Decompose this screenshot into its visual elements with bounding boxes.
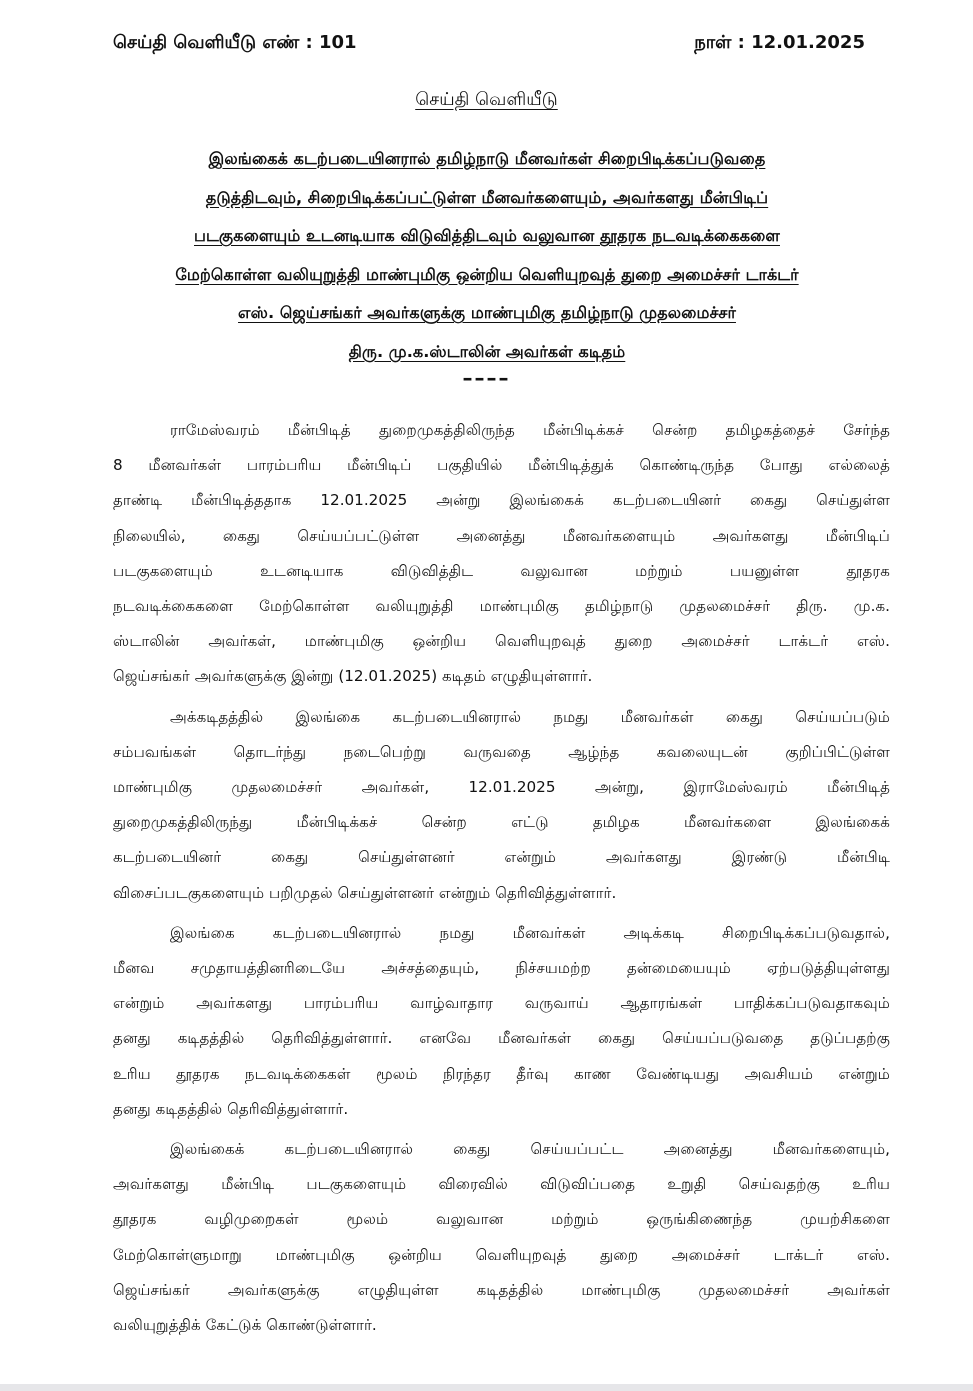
- paragraph-line: விசைப்படகுகளையும் பறிமுதல் செய்துள்ளனர் என்றும் தெரிவித்துள்ளார்.: [113, 883, 617, 902]
- paragraph-line: ஸ்டாலின் அவர்கள், மாண்புமிகு ஒன்றிய வெளியுறவுத் துறை அமைச்சர் டாக்டர் எஸ்.: [113, 632, 890, 651]
- paragraph-line: நடவடிக்கைகளை மேற்கொள்ள வலியுறுத்தி மாண்புமிகு தமிழ்நாடு முதலமைச்சர் திரு. மு.க.: [113, 597, 890, 616]
- release-number: செய்தி வெளியீடு எண் : 101: [113, 31, 357, 53]
- subject-line-text: தடுத்திடவும், சிறைபிடிக்கப்பட்டுள்ள மீனவர்களையும், அவர்களது மீன்பிடிப்: [205, 187, 769, 207]
- subject-line-text: இலங்கைக் கடற்படையினரால் தமிழ்நாடு மீனவர்கள் சிறைபிடிக்கப்படுவதை: [208, 149, 766, 168]
- paragraph-2: [113, 700, 890, 911]
- paragraph-line: தாண்டி மீன்பிடித்ததாக 12.01.2025 அன்று இலங்கைக் கடற்படையினர் கைது செய்துள்ள: [113, 491, 890, 510]
- subject-line-text: மேற்கொள்ள வலியுறுத்தி மாண்புமிகு ஒன்றிய வெளியுறவுத் துறை அமைச்சர் டாக்டர்: [175, 264, 799, 284]
- paragraph-line: ஜெய்சங்கர் அவர்களுக்கு இன்று (12.01.2025) கடிதம் எழுதியுள்ளார்.: [113, 667, 593, 686]
- document-title-text: செய்தி வெளியீடு: [415, 89, 558, 110]
- document-header: [113, 28, 865, 58]
- subject-heading: [112, 140, 862, 372]
- subject-line-text: திரு. மு.க.ஸ்டாலின் அவர்கள் கடிதம்: [348, 341, 626, 361]
- subject-line: [112, 140, 862, 179]
- paragraph-line: மேற்கொள்ளுமாறு மாண்புமிகு ஒன்றிய வெளியுறவுத் துறை அமைச்சர் டாக்டர் எஸ்.: [113, 1245, 890, 1264]
- subject-line: [112, 256, 862, 295]
- subject-line: [112, 217, 862, 256]
- paragraph-line: துறைமுகத்திலிருந்து மீன்பிடிக்கச் சென்ற எட்டு தமிழக மீனவர்களை இலங்கைக்: [113, 813, 890, 832]
- paragraph-line: அவர்களது மீன்பிடி படகுகளையும் விரைவில் விடுவிப்பதை உறுதி செய்வதற்கு உரிய: [113, 1175, 890, 1194]
- paragraph-line: என்றும் அவர்களது பாரம்பரிய வாழ்வாதார வருவாய் ஆதாரங்கள் பாதிக்கப்படுவதாகவும்: [113, 994, 890, 1013]
- paragraph-line: தனது கடிதத்தில் தெரிவித்துள்ளார்.: [113, 1099, 349, 1118]
- paragraph-line: மாண்புமிகு முதலமைச்சர் அவர்கள், 12.01.2025 அன்று, இராமேஸ்வரம் மீன்பிடித்: [113, 778, 890, 797]
- paragraph-line: 8 மீனவர்கள் பாரம்பரிய மீன்பிடிப் பகுதியில் மீன்பிடித்துக் கொண்டிருந்த போது எல்லைத்: [113, 456, 890, 475]
- paragraph-4: [113, 1132, 890, 1343]
- paragraph-line: அக்கடிதத்தில் இலங்கை கடற்படையினரால் நமது மீனவர்கள் கைது செய்யப்படும்: [170, 707, 890, 726]
- subject-line: [112, 179, 862, 218]
- subject-line-text: படகுகளையும் உடனடியாக விடுவித்திடவும் வலுவான தூதரக நடவடிக்கைகளை: [194, 226, 780, 246]
- paragraph-line: சம்பவங்கள் தொடர்ந்து நடைபெற்று வருவதை ஆழ்ந்த கவலையுடன் குறிப்பிட்டுள்ள: [113, 742, 890, 761]
- subject-line-text: எஸ். ஜெய்சங்கர் அவர்களுக்கு மாண்புமிகு தமிழ்நாடு முதலமைச்சர்: [238, 303, 736, 323]
- paragraph-line: உரிய தூதரக நடவடிக்கைகள் மூலம் நிரந்தர தீர்வு காண வேண்டியது அவசியம் என்றும்: [113, 1064, 890, 1083]
- paragraph-line: படகுகளையும் உடனடியாக விடுவித்திட வலுவான மற்றும் பயனுள்ள தூதரக: [113, 561, 890, 580]
- paragraph-line: இலங்கை கடற்படையினரால் நமது மீனவர்கள் அடிக்கடி சிறைபிடிக்கப்படுவதால்,: [170, 923, 890, 942]
- paragraph-line: ஜெய்சங்கர் அவர்களுக்கு எழுதியுள்ள கடிதத்தில் மாண்புமிகு முதலமைச்சர் அவர்கள்: [113, 1280, 890, 1299]
- paragraph-line: கடற்படையினர் கைது செய்துள்ளனர் என்றும் அவர்களது இரண்டு மீன்பிடி: [113, 848, 890, 867]
- subject-line: [112, 294, 862, 333]
- release-date: நாள் : 12.01.2025: [694, 31, 865, 53]
- paragraph-3: [113, 916, 890, 1127]
- paragraph-line: தூதரக வழிமுறைகள் மூலம் வலுவான மற்றும் ஒருங்கிணைந்த முயற்சிகளை: [113, 1210, 890, 1229]
- paragraph-line: மீனவ சமுதாயத்தினரிடையே அச்சத்தையும், நிச்சயமற்ற தன்மையையும் ஏற்படுத்தியுள்ளது: [113, 959, 890, 978]
- page-bottom-edge: [0, 1384, 973, 1391]
- paragraph-1: [113, 413, 890, 695]
- document-title: [0, 89, 973, 112]
- paragraph-line: தனது கடிதத்தில் தெரிவித்துள்ளார். எனவே மீனவர்கள் கைது செய்யப்படுவதை தடுப்பதற்கு: [113, 1029, 890, 1048]
- body-text: [113, 413, 890, 1348]
- paragraph-line: ராமேஸ்வரம் மீன்பிடித் துறைமுகத்திலிருந்த மீன்பிடிக்கச் சென்ற தமிழகத்தைச் சேர்ந்த: [170, 421, 890, 439]
- paragraph-line: இலங்கைக் கடற்படையினரால் கைது செய்யப்பட்ட அனைத்து மீனவர்களையும்,: [170, 1140, 890, 1159]
- paragraph-line: வலியுறுத்திக் கேட்டுக் கொண்டுள்ளார்.: [113, 1316, 377, 1335]
- paragraph-line: நிலையில், கைது செய்யப்பட்டுள்ள அனைத்து மீனவர்களையும் அவர்களது மீன்பிடிப்: [113, 526, 890, 545]
- separator-dashes: ––––: [462, 366, 511, 390]
